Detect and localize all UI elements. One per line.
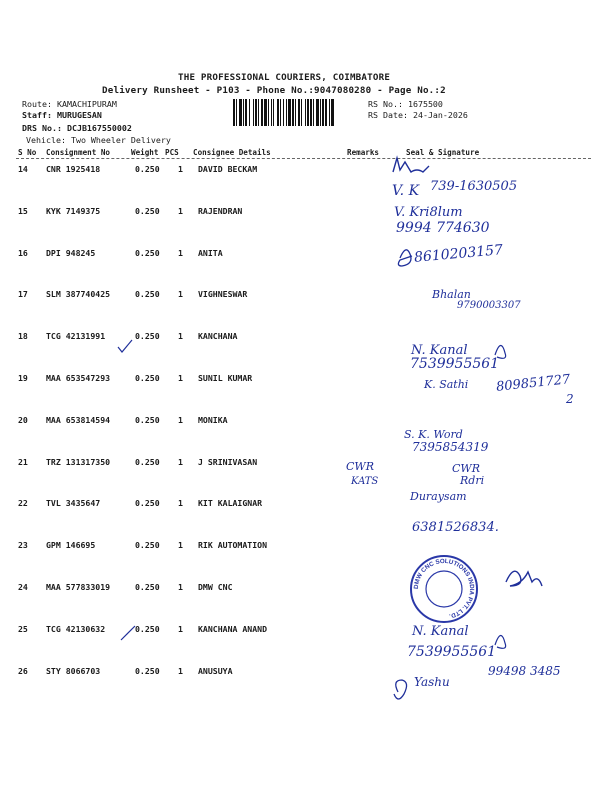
staff-label: Staff: MURUGESAN — [22, 110, 102, 120]
row-pcs: 1 — [178, 373, 183, 383]
stamp-ring-text: DMW CNC SOLUTIONS INDIA PVT. LTD. — [412, 557, 476, 620]
row-consignee: RIK AUTOMATION — [198, 540, 268, 550]
row-consignee: MONIKA — [198, 415, 228, 425]
row-sno: 14 — [18, 164, 28, 174]
handwritten-r18-name: N. Kanal — [411, 343, 468, 358]
handwritten-r22-sig: Duraysam — [410, 490, 467, 503]
col-sno: S No — [18, 148, 37, 157]
row-sno: 26 — [18, 666, 28, 676]
col-weight: Weight — [131, 148, 159, 157]
handwritten-r25-name: N. Kanal — [412, 624, 469, 639]
row-consignee: KIT KALAIGNAR — [198, 498, 263, 508]
handwritten-r19-name: K. Sathi — [424, 378, 469, 391]
row-sno: 21 — [18, 457, 28, 467]
drs-label: DRS No.: DCJB167550002 — [22, 123, 132, 133]
col-consignee: Consignee Details — [193, 148, 271, 157]
row-sno: 25 — [18, 624, 28, 634]
row-weight: 0.250 — [135, 206, 160, 216]
rs-number: RS No.: 1675500 — [368, 99, 443, 109]
row-sno: 24 — [18, 582, 28, 592]
rs-date: RS Date: 24-Jan-2026 — [368, 110, 468, 120]
row-weight: 0.250 — [135, 415, 160, 425]
handwritten-r26-phone: 99498 3485 — [488, 664, 561, 678]
handwritten-r15-phone: 9994 774630 — [396, 220, 490, 236]
col-remarks: Remarks — [347, 148, 380, 157]
row-sno: 23 — [18, 540, 28, 550]
row-pcs: 1 — [178, 415, 183, 425]
svg-text:DMW CNC SOLUTIONS INDIA PVT. L — [413, 558, 475, 620]
row-consignment-no: DPI 948245 — [46, 248, 96, 258]
row-pcs: 1 — [178, 582, 183, 592]
row-pcs: 1 — [178, 498, 183, 508]
row-consignment-no: CNR 1925418 — [46, 164, 101, 174]
handwritten-r15-name: V. K — [392, 183, 420, 199]
handwritten-r20-phone: 7395854319 — [412, 440, 489, 454]
row-sno: 15 — [18, 206, 28, 216]
row-consignee: DMW CNC — [198, 582, 233, 592]
handwritten-r21-sig-1: CWR — [452, 462, 481, 475]
row-sno: 18 — [18, 331, 28, 341]
handwritten-r18-phone: 7539955561 — [410, 356, 500, 372]
row-consignment-no: KYK 7149375 — [46, 206, 101, 216]
handwritten-r16-phone: 8610203157 — [413, 242, 504, 266]
handwritten-r21-sig-2: Rdri — [460, 474, 485, 487]
row-pcs: 1 — [178, 540, 183, 550]
row-weight: 0.250 — [135, 248, 160, 258]
row-sno: 20 — [18, 415, 28, 425]
row-weight: 0.250 — [135, 373, 160, 383]
handwritten-r17-phone: 9790003307 — [457, 300, 521, 311]
row-weight: 0.250 — [135, 540, 160, 550]
handwritten-r17-sig: Bhalan — [432, 288, 471, 301]
row-sno: 19 — [18, 373, 28, 383]
col-consignment: Consignment No — [46, 148, 111, 157]
handwritten-r25-phone: 7539955561 — [407, 644, 497, 660]
row-sno: 22 — [18, 498, 28, 508]
handwritten-r19-phone-cont: 2 — [566, 392, 574, 406]
handwritten-r21-remark-1: CWR — [346, 460, 375, 473]
handwritten-r14-phone: 739-1630505 — [430, 179, 518, 194]
row-pcs: 1 — [178, 666, 183, 676]
route-label: Route: KAMACHIPURAM — [22, 99, 117, 109]
row-pcs: 1 — [178, 164, 183, 174]
row-consignment-no: TVL 3435647 — [46, 498, 101, 508]
row-sno: 17 — [18, 289, 28, 299]
row-consignee: ANUSUYA — [198, 666, 233, 676]
company-title: THE PROFESSIONAL COURIERS, COIMBATORE — [178, 72, 391, 83]
row-weight: 0.250 — [135, 498, 160, 508]
row-weight: 0.250 — [135, 289, 160, 299]
handwritten-r26-sig: Yashu — [414, 675, 450, 689]
row-consignee: VIGHNESWAR — [198, 289, 248, 299]
row-weight: 0.250 — [135, 582, 160, 592]
row-consignment-no: STY 8066703 — [46, 666, 101, 676]
row-consignee: J SRINIVASAN — [198, 457, 258, 467]
col-pcs: PCS — [165, 148, 179, 157]
row-consignee: SUNIL KUMAR — [198, 373, 253, 383]
row-weight: 0.250 — [135, 624, 160, 634]
row-consignment-no: TCG 42131991 — [46, 331, 106, 341]
row-pcs: 1 — [178, 206, 183, 216]
row-pcs: 1 — [178, 624, 183, 634]
col-seal: Seal & Signature — [406, 148, 480, 157]
row-weight: 0.250 — [135, 666, 160, 676]
row-consignment-no: TCG 42130632 — [46, 624, 106, 634]
company-stamp — [408, 553, 480, 625]
row-pcs: 1 — [178, 457, 183, 467]
row-consignment-no: MAA 653814594 — [46, 415, 111, 425]
row-sno: 16 — [18, 248, 28, 258]
handwritten-r22-phone: 6381526834. — [412, 520, 499, 535]
row-consignment-no: SLM 387740425 — [46, 289, 111, 299]
runsheet-subtitle: Delivery Runsheet - P103 - Phone No.:9047080280 - Page No.:2 — [102, 85, 446, 96]
row-consignee: RAJENDRAN — [198, 206, 243, 216]
handwritten-r19-phone: 809851727 — [495, 372, 572, 395]
handwritten-r20-name: S. K. Word — [404, 428, 463, 441]
row-consignee: ANITA — [198, 248, 223, 258]
row-weight: 0.250 — [135, 331, 160, 341]
row-consignment-no: MAA 653547293 — [46, 373, 111, 383]
row-consignment-no: MAA 577833019 — [46, 582, 111, 592]
handwritten-r15-sig: V. Kri8lum — [394, 205, 463, 220]
vehicle-label: Vehicle: Two Wheeler Delivery — [26, 135, 171, 145]
row-consignee: KANCHANA ANAND — [198, 624, 268, 634]
handwritten-r21-remark-2: KATS — [351, 476, 379, 487]
row-consignee: KANCHANA — [198, 331, 238, 341]
row-pcs: 1 — [178, 289, 183, 299]
row-pcs: 1 — [178, 248, 183, 258]
row-pcs: 1 — [178, 331, 183, 341]
row-consignment-no: GPM 146695 — [46, 540, 96, 550]
row-weight: 0.250 — [135, 457, 160, 467]
row-weight: 0.250 — [135, 164, 160, 174]
row-consignment-no: TRZ 131317350 — [46, 457, 111, 467]
row-consignee: DAVID BECKAM — [198, 164, 258, 174]
